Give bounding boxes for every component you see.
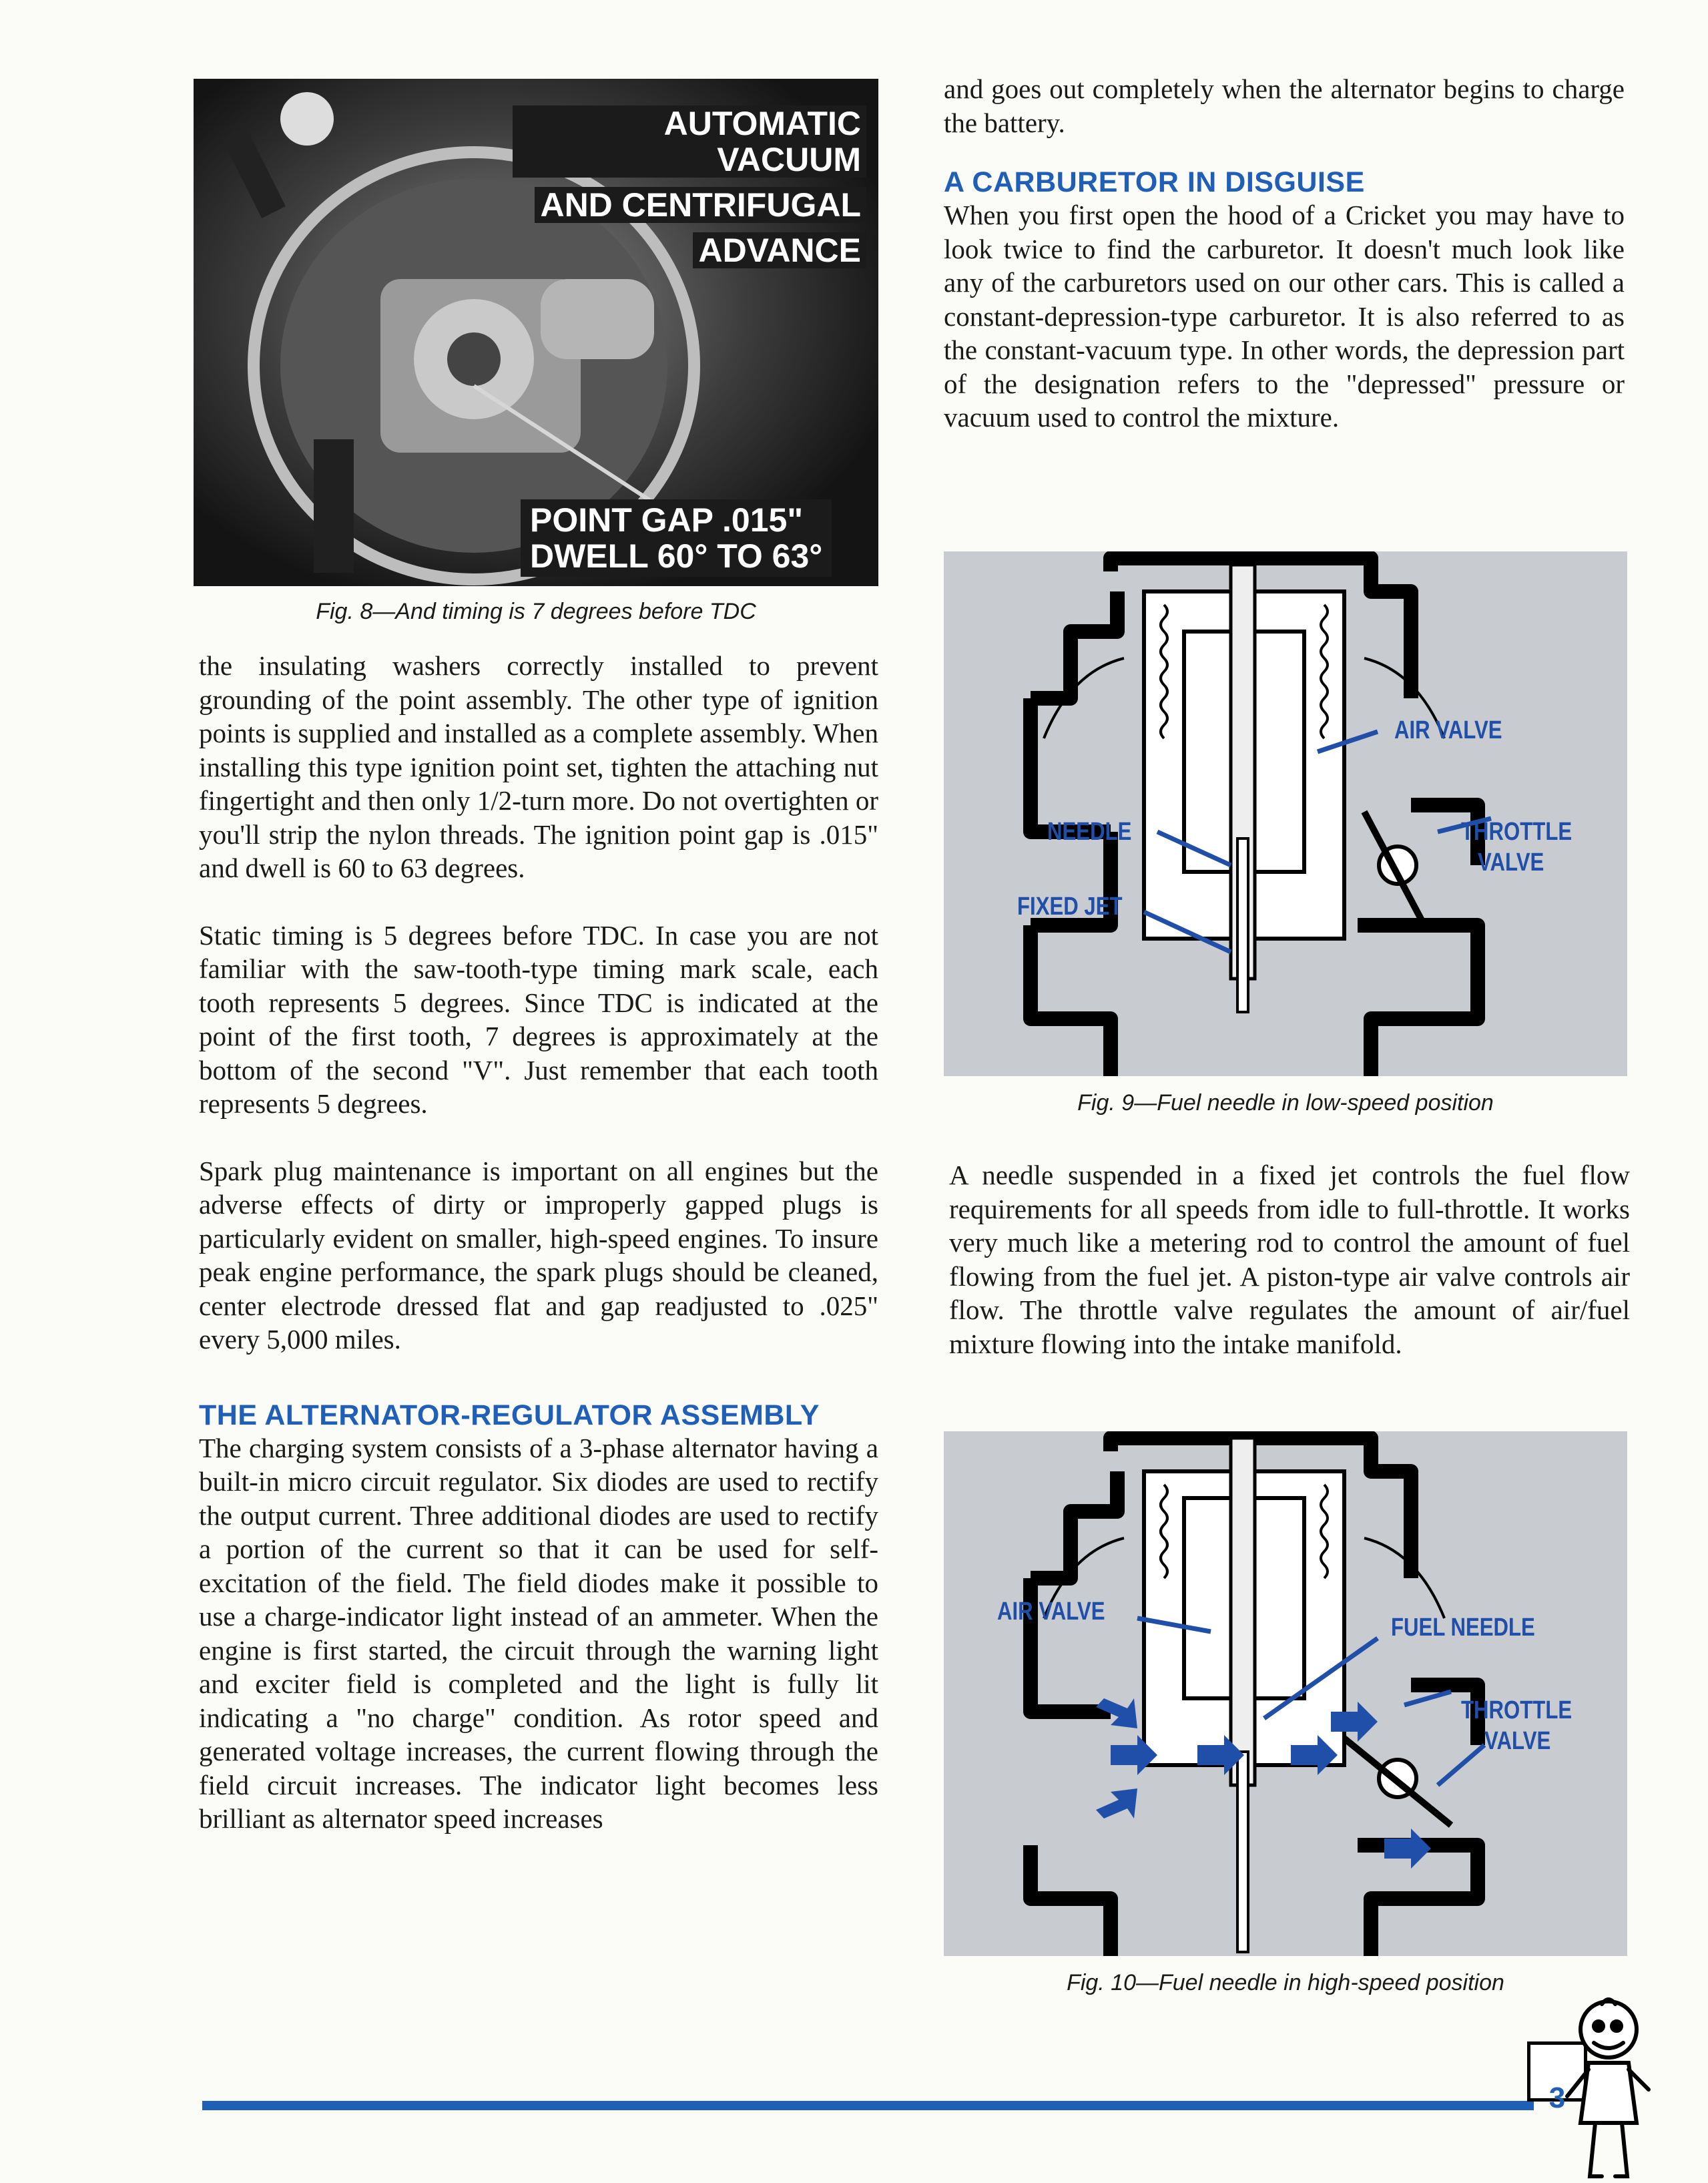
- footer-rule: [202, 2101, 1534, 2110]
- carburetor-low-speed-illustration: [944, 551, 1627, 1076]
- photo-label-line-3: ADVANCE: [693, 232, 866, 268]
- carburetor-high-speed-illustration: [944, 1431, 1627, 1956]
- paragraph-charging-system: The charging system consists of a 3-phase alternator having a built-in micro circuit regulator. Six diodes are used to rectify the output current. Three additional diodes are used to rectify a portion of the current so that it can be used for self-excitation of the field. The field diodes make it possible to use a charge-indicator light instead of an ammeter. When the engine is first started, the circuit through the warning light and exciter field is completed and the light is fully lit indicating a "no charge" condition. As rotor speed and generated voltage increases, the current flowing through the field circuit increases. The indicator light becomes less brilliant as alternator speed increases: [199, 1432, 878, 1834]
- fig10-label-fuel-needle: FUEL NEEDLE: [1391, 1614, 1535, 1642]
- fig10-diagram: [944, 1431, 1627, 1956]
- fig10-label-valve: VALVE: [1484, 1727, 1551, 1755]
- paragraph-insulating-washers: the insulating washers correctly installed to prevent grounding of the point assembly. The other type of ignition points is supplied and installed as a complete assembly. When installing this type ignition point set, tighten the attaching nut fingertight and then only 1/2-turn more. Do not overtighten or you'll strip the nylon threads. The ignition point gap is .015" and dwell is 60 to 63 degrees.: [199, 650, 878, 883]
- paragraph-static-timing: Static timing is 5 degrees before TDC. In case you are not familiar with the saw-tooth-type timing mark scale, each tooth represents 5 degrees. Since TDC is indicated at the point of the first tooth, 7 degrees is approximately at the bottom of the second "V". Just remember that each tooth represents 5 degrees.: [199, 919, 878, 1119]
- fig9-label-needle: NEEDLE: [1047, 818, 1132, 846]
- left-text-column: [199, 649, 878, 1836]
- dwell-label: DWELL 60° TO 63°: [530, 537, 823, 575]
- page-number-badge: 3: [1527, 2041, 1587, 2102]
- photo-label-line-2: AND CENTRIFUGAL: [535, 187, 866, 223]
- point-gap-label: POINT GAP .015": [530, 501, 804, 539]
- paragraph-alternator-continued: and goes out completely when the alternator begins to charge the battery.: [944, 73, 1625, 138]
- paragraph-spark-plug: Spark plug maintenance is important on all engines but the adverse effects of dirty or improperly gapped plugs is particularly evident on smaller, high-speed engines. To insure peak engine performance, the spark plugs should be cleaned, center electrode dressed flat and gap readjusted to .025" every 5,000 miles.: [199, 1155, 878, 1355]
- photo-label-line-1: AUTOMATIC VACUUM: [513, 105, 866, 178]
- fig10-caption: Fig. 10—Fuel needle in high-speed position: [1067, 1970, 1504, 1995]
- fig8-photo: [194, 79, 878, 586]
- right-text-column-middle: [949, 1158, 1630, 1361]
- fig10-label-air-valve: AIR VALVE: [997, 1598, 1105, 1626]
- heading-alternator-regulator: THE ALTERNATOR-REGULATOR ASSEMBLY: [199, 1399, 820, 1431]
- heading-carburetor-disguise: A CARBURETOR IN DISGUISE: [944, 166, 1365, 198]
- paragraph-carburetor: When you first open the hood of a Cricket you may have to look twice to find the carburetor. It doesn't much look like any of the carburetors used on our other cars. This is called a constant-depression-type carburetor. It is also referred to as the constant-vacuum type. In other words, the depression part of the designation refers to the "depressed" pressure or vacuum used to control the mixture.: [944, 200, 1625, 433]
- fig9-label-valve: VALVE: [1478, 848, 1544, 877]
- fig8-caption: Fig. 8—And timing is 7 degrees before TDC: [316, 599, 756, 624]
- fig9-diagram: [944, 551, 1627, 1076]
- photo-label-top: [513, 105, 866, 268]
- right-text-column-top: [944, 72, 1625, 435]
- paragraph-needle-fixed-jet: A needle suspended in a fixed jet controls the fuel flow requirements for all speeds from idle to full-throttle. It works very much like a metering rod to control the amount of fuel flowing from the fuel jet. A piston-type air valve controls air flow. The throttle valve regulates the amount of air/fuel mixture flowing into the intake manifold.: [949, 1160, 1630, 1359]
- fig10-label-throttle: THROTTLE: [1461, 1696, 1573, 1724]
- mascot-icon: [1562, 1996, 1655, 2183]
- fig9-caption: Fig. 9—Fuel needle in low-speed position: [1077, 1090, 1494, 1116]
- photo-label-bottom: [521, 499, 832, 577]
- fig9-label-throttle: THROTTLE: [1461, 818, 1573, 846]
- fig9-label-fixed-jet: FIXED JET: [1017, 893, 1123, 921]
- fig9-label-air-valve: AIR VALVE: [1394, 716, 1502, 744]
